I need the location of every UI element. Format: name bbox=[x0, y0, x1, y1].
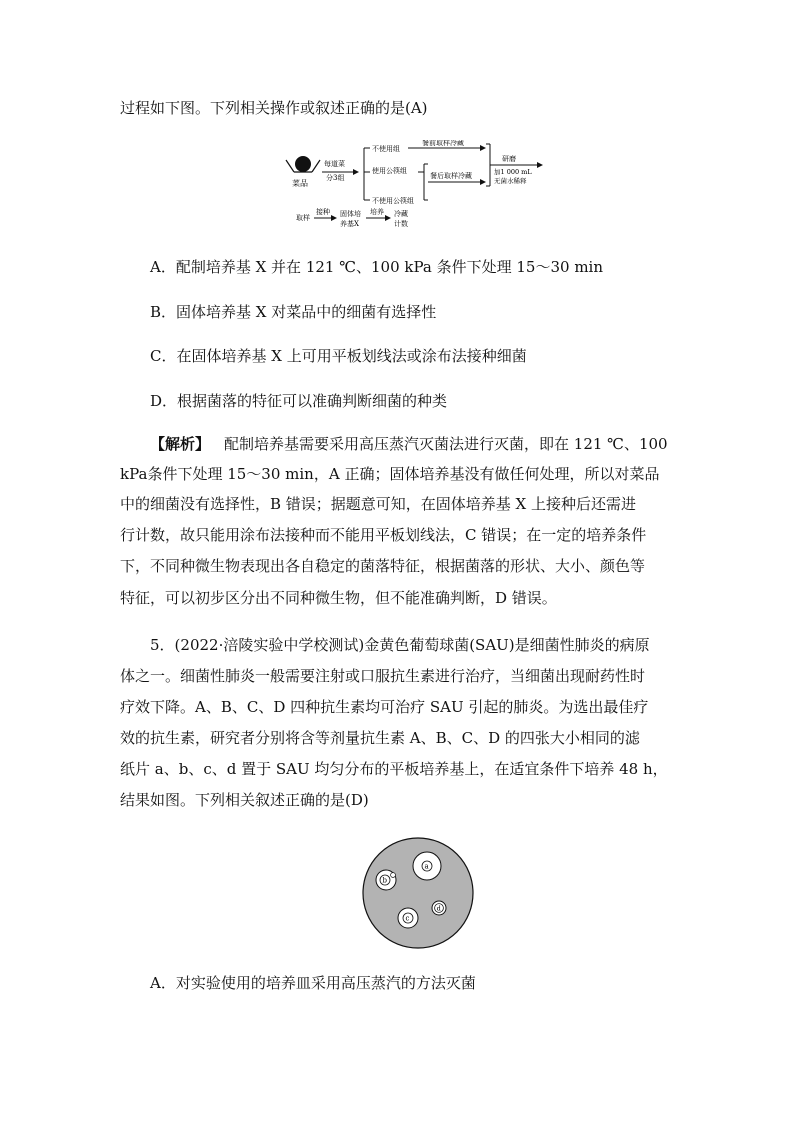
inoculate-label: 接种 bbox=[316, 208, 330, 216]
q5-stem-line-5: 纸片 a、b、c、d 置于 SAU 均匀分布的平板培养基上，在适宜条件下培养 48 h， bbox=[120, 760, 668, 778]
split-label-2: 分3组 bbox=[326, 174, 345, 182]
add-water-label-1: 加1 000 mL bbox=[494, 168, 532, 176]
q5-stem-line-6: 结果如图。下列相关叙述正确的是(D) bbox=[120, 791, 369, 809]
petri-dish bbox=[363, 838, 473, 948]
analysis-line-6: 特征，可以初步区分出不同种微生物，但不能准确判断，D 错误。 bbox=[120, 589, 557, 607]
group-3-label: 不使用公筷组 bbox=[372, 197, 414, 205]
medium-label-2: 养基X bbox=[340, 220, 359, 228]
culture-label: 培养 bbox=[370, 208, 384, 216]
grind-label: 研磨 bbox=[502, 155, 516, 163]
after-meal-label: 餐后取样冷藏 bbox=[430, 172, 472, 180]
count-label-1: 冷藏 bbox=[394, 210, 408, 218]
q4-option-c: C．在固体培养基 X 上可用平板划线法或涂布法接种细菌 bbox=[150, 347, 527, 365]
analysis-line-2: kPa条件下处理 15～30 min，A 正确；固体培养基没有做任何处理，所以对菜品 bbox=[120, 465, 660, 483]
analysis-line-3: 中的细菌没有选择性，B 错误；据题意可知，在固体培养基 X 上接种后还需进 bbox=[120, 495, 637, 513]
q5-stem-line-2: 体之一。细菌性肺炎一般需要注射或口服抗生素进行治疗，当细菌出现耐药性时 bbox=[120, 667, 646, 685]
medium-label-1: 固体培 bbox=[340, 210, 361, 218]
analysis-line-4: 行计数，故只能用涂布法接种而不能用平板划线法，C 错误；在一定的培养条件 bbox=[120, 526, 647, 544]
split-label-1: 每道菜 bbox=[324, 160, 345, 168]
q5-stem-line-1: 5．(2022·涪陵实验中学校测试)金黄色葡萄球菌(SAU)是细菌性肺炎的病原 bbox=[150, 636, 650, 654]
label-a: a bbox=[424, 862, 429, 871]
q5-option-a: A．对实验使用的培养皿采用高压蒸汽的方法灭菌 bbox=[150, 974, 476, 992]
sampling-label: 取样 bbox=[296, 214, 310, 222]
q4-option-a: A．配制培养基 X 并在 121 ℃、100 kPa 条件下处理 15～30 min bbox=[150, 258, 604, 276]
food-label: 菜品 bbox=[292, 179, 308, 188]
q4-flow-diagram bbox=[280, 140, 560, 240]
label-c: c bbox=[405, 914, 410, 923]
colony-b bbox=[391, 873, 396, 878]
analysis-first-line bbox=[150, 434, 682, 454]
q5-stem-line-4: 效的抗生素，研究者分别将含等剂量抗生素 A、B、C、D 的四张大小相同的滤 bbox=[120, 729, 640, 747]
before-meal-label: 餐前取样冷藏 bbox=[422, 140, 464, 147]
q5-stem-line-3: 疗效下降。A、B、C、D 四种抗生素均可治疗 SAU 引起的肺炎。为选出最佳疗 bbox=[120, 698, 649, 716]
q4-option-b: B．固体培养基 X 对菜品中的细菌有选择性 bbox=[150, 303, 437, 321]
analysis-label: 【解析】 bbox=[150, 435, 211, 453]
analysis-line-5: 下，不同种微生物表现出各自稳定的菌落特征，根据菌落的形状、大小、颜色等 bbox=[120, 557, 646, 575]
group-1-label: 不使用组 bbox=[372, 145, 400, 153]
q4-option-d: D．根据菌落的特征可以准确判断细菌的种类 bbox=[150, 392, 448, 410]
add-water-label-2: 无菌水稀释 bbox=[494, 177, 527, 185]
q4-stem: 过程如下图。下列相关操作或叙述正确的是(A) bbox=[120, 99, 428, 117]
food-bowl-icon bbox=[286, 156, 320, 172]
label-d: d bbox=[436, 904, 441, 913]
group-2-label: 使用公筷组 bbox=[372, 167, 407, 175]
petri-dish-figure bbox=[356, 834, 480, 952]
analysis-line-1: 配制培养基需要采用高压蒸汽灭菌法进行灭菌，即在 121 ℃、100 bbox=[224, 435, 668, 453]
count-label-2: 计数 bbox=[394, 220, 408, 228]
label-b: b bbox=[382, 876, 387, 885]
